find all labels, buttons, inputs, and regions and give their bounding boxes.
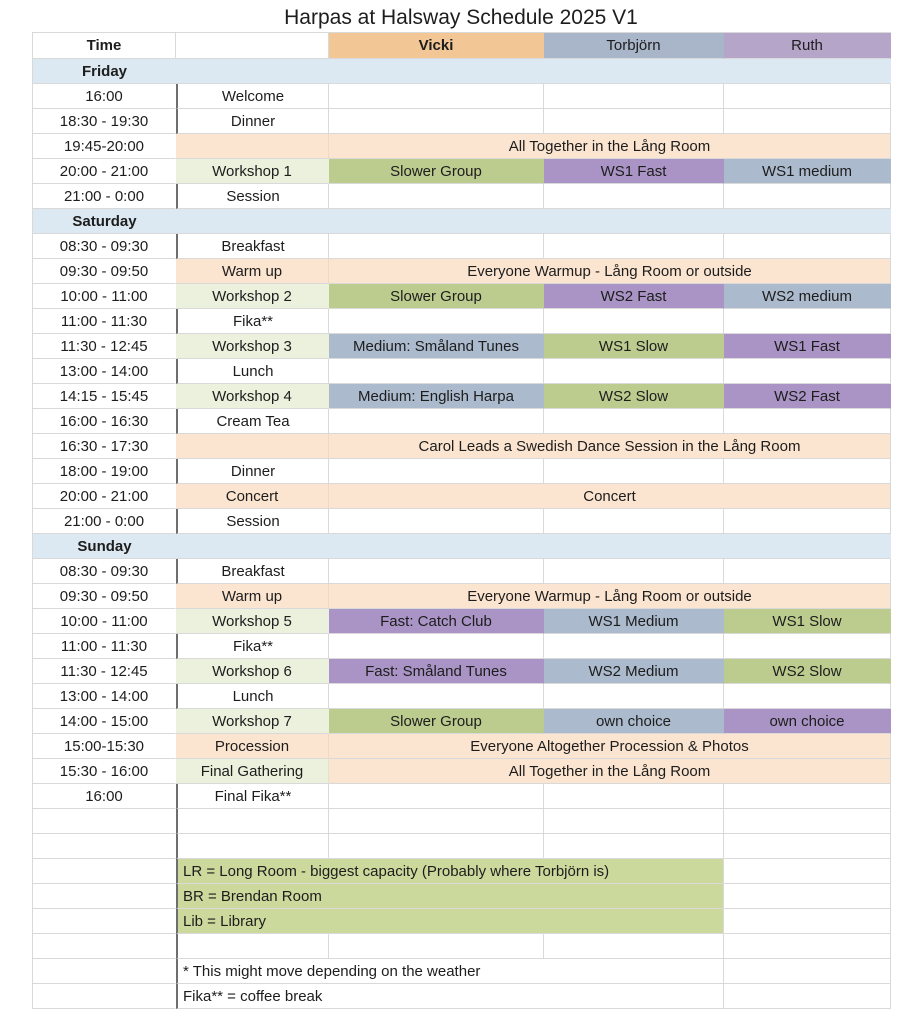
session-cell: Slower Group xyxy=(329,159,544,184)
time-cell xyxy=(33,934,176,959)
session-cell: WS2 Medium xyxy=(544,659,724,684)
torbjorn-cell xyxy=(544,784,724,809)
table-row xyxy=(33,384,891,409)
session-cell: Slower Group xyxy=(329,284,544,309)
time-cell xyxy=(33,959,176,984)
table-row xyxy=(33,484,891,509)
ruth-cell xyxy=(724,459,891,484)
activity-cell: Lunch xyxy=(176,359,329,384)
merged-event-cell: All Together in the Lång Room xyxy=(329,134,891,159)
activity-cell xyxy=(176,934,329,959)
header-row xyxy=(33,33,891,59)
schedule-table xyxy=(32,32,891,1009)
time-cell xyxy=(33,859,176,884)
table-row xyxy=(33,459,891,484)
ruth-cell xyxy=(724,509,891,534)
time-cell: 08:30 - 09:30 xyxy=(33,559,176,584)
activity-cell xyxy=(176,809,329,834)
activity-cell: Breakfast xyxy=(176,559,329,584)
session-cell: own choice xyxy=(724,709,891,734)
time-cell xyxy=(33,834,176,859)
table-row xyxy=(33,134,891,159)
ruth-cell xyxy=(724,784,891,809)
activity-cell xyxy=(176,134,329,159)
vicki-cell xyxy=(329,409,544,434)
torbjorn-cell xyxy=(544,559,724,584)
table-row xyxy=(33,84,891,109)
activity-cell: Dinner xyxy=(176,109,329,134)
torbjorn-cell xyxy=(544,234,724,259)
time-cell: 11:00 - 11:30 xyxy=(33,309,176,334)
torbjorn-cell xyxy=(544,309,724,334)
session-cell: Slower Group xyxy=(329,709,544,734)
ruth-cell xyxy=(724,409,891,434)
table-row xyxy=(33,734,891,759)
session-cell: Medium: Småland Tunes xyxy=(329,334,544,359)
time-cell: 13:00 - 14:00 xyxy=(33,684,176,709)
time-cell: 10:00 - 11:00 xyxy=(33,609,176,634)
table-row xyxy=(33,109,891,134)
activity-cell: Final Fika** xyxy=(176,784,329,809)
activity-cell: Session xyxy=(176,184,329,209)
activity-cell: Workshop 7 xyxy=(176,709,329,734)
vicki-cell xyxy=(329,684,544,709)
table-row xyxy=(33,309,891,334)
activity-cell xyxy=(176,834,329,859)
table-body xyxy=(33,59,891,1009)
table-row xyxy=(33,809,891,834)
activity-cell: Dinner xyxy=(176,459,329,484)
time-cell: 21:00 - 0:00 xyxy=(33,509,176,534)
session-cell: Medium: English Harpa xyxy=(329,384,544,409)
table-row xyxy=(33,609,891,634)
torbjorn-cell xyxy=(544,809,724,834)
torbjorn-cell xyxy=(544,934,724,959)
activity-cell: Workshop 5 xyxy=(176,609,329,634)
session-cell: WS2 Slow xyxy=(544,384,724,409)
vicki-cell xyxy=(329,459,544,484)
time-cell: 16:30 - 17:30 xyxy=(33,434,176,459)
ruth-cell xyxy=(724,559,891,584)
time-cell: 11:30 - 12:45 xyxy=(33,334,176,359)
table-row xyxy=(33,684,891,709)
ruth-cell xyxy=(724,834,891,859)
ruth-cell xyxy=(724,859,891,884)
time-cell: 19:45-20:00 xyxy=(33,134,176,159)
table-row xyxy=(33,784,891,809)
table-row xyxy=(33,709,891,734)
vicki-cell xyxy=(329,234,544,259)
time-cell: 11:30 - 12:45 xyxy=(33,659,176,684)
activity-cell: Workshop 4 xyxy=(176,384,329,409)
table-row xyxy=(33,959,891,984)
ruth-cell xyxy=(724,234,891,259)
legend-cell: BR = Brendan Room xyxy=(176,884,724,909)
ruth-cell xyxy=(724,884,891,909)
header-torbjorn: Torbjörn xyxy=(544,33,724,59)
activity-cell: Breakfast xyxy=(176,234,329,259)
torbjorn-cell xyxy=(544,684,724,709)
merged-event-cell: Everyone Altogether Procession & Photos xyxy=(329,734,891,759)
legend-cell: LR = Long Room - biggest capacity (Probably where Torbjörn is) xyxy=(176,859,724,884)
session-cell: WS2 Fast xyxy=(724,384,891,409)
table-row xyxy=(33,334,891,359)
day-band xyxy=(33,59,891,84)
time-cell xyxy=(33,984,176,1009)
ruth-cell xyxy=(724,184,891,209)
time-cell: 18:30 - 19:30 xyxy=(33,109,176,134)
activity-cell xyxy=(176,434,329,459)
activity-cell: Session xyxy=(176,509,329,534)
activity-cell: Workshop 2 xyxy=(176,284,329,309)
torbjorn-cell xyxy=(544,84,724,109)
ruth-cell xyxy=(724,959,891,984)
table-row xyxy=(33,159,891,184)
time-cell: 21:00 - 0:00 xyxy=(33,184,176,209)
torbjorn-cell xyxy=(544,834,724,859)
session-cell: own choice xyxy=(544,709,724,734)
footnote-cell: Fika** = coffee break xyxy=(176,984,724,1009)
session-cell: WS2 Slow xyxy=(724,659,891,684)
vicki-cell xyxy=(329,809,544,834)
vicki-cell xyxy=(329,559,544,584)
activity-cell: Welcome xyxy=(176,84,329,109)
activity-cell: Fika** xyxy=(176,634,329,659)
page-title: Harpas at Halsway Schedule 2025 V1 xyxy=(284,6,638,29)
session-cell: WS2 medium xyxy=(724,284,891,309)
activity-cell: Final Gathering xyxy=(176,759,329,784)
merged-event-cell: Everyone Warmup - Lång Room or outside xyxy=(329,584,891,609)
ruth-cell xyxy=(724,809,891,834)
time-cell: 14:00 - 15:00 xyxy=(33,709,176,734)
session-cell: Fast: Catch Club xyxy=(329,609,544,634)
table-row xyxy=(33,234,891,259)
time-cell: 14:15 - 15:45 xyxy=(33,384,176,409)
ruth-cell xyxy=(724,634,891,659)
activity-cell: Concert xyxy=(176,484,329,509)
ruth-cell xyxy=(724,909,891,934)
table-row xyxy=(33,984,891,1009)
ruth-cell xyxy=(724,359,891,384)
torbjorn-cell xyxy=(544,109,724,134)
footnote-cell: * This might move depending on the weather xyxy=(176,959,724,984)
time-cell: 18:00 - 19:00 xyxy=(33,459,176,484)
ruth-cell xyxy=(724,684,891,709)
torbjorn-cell xyxy=(544,359,724,384)
torbjorn-cell xyxy=(544,459,724,484)
session-cell: WS1 medium xyxy=(724,159,891,184)
torbjorn-cell xyxy=(544,509,724,534)
time-cell: 16:00 xyxy=(33,784,176,809)
vicki-cell xyxy=(329,834,544,859)
activity-cell: Fika** xyxy=(176,309,329,334)
day-label: Saturday xyxy=(72,212,137,230)
merged-event-cell: All Together in the Lång Room xyxy=(329,759,891,784)
session-cell: WS1 Slow xyxy=(544,334,724,359)
session-cell: WS1 Slow xyxy=(724,609,891,634)
table-row xyxy=(33,834,891,859)
table-row xyxy=(33,659,891,684)
vicki-cell xyxy=(329,934,544,959)
vicki-cell xyxy=(329,509,544,534)
day-label: Friday xyxy=(81,62,127,80)
vicki-cell xyxy=(329,309,544,334)
time-cell xyxy=(33,884,176,909)
vicki-cell xyxy=(329,634,544,659)
merged-event-cell: Everyone Warmup - Lång Room or outside xyxy=(329,259,891,284)
activity-cell: Workshop 3 xyxy=(176,334,329,359)
time-cell: 15:00-15:30 xyxy=(33,734,176,759)
time-cell: 10:00 - 11:00 xyxy=(33,284,176,309)
header-blank xyxy=(176,33,329,59)
table-row xyxy=(33,884,891,909)
table-row xyxy=(33,209,891,234)
header-ruth: Ruth xyxy=(724,33,891,59)
table-row xyxy=(33,184,891,209)
time-cell: 20:00 - 21:00 xyxy=(33,159,176,184)
table-row xyxy=(33,434,891,459)
activity-cell: Warm up xyxy=(176,259,329,284)
ruth-cell xyxy=(724,934,891,959)
time-cell xyxy=(33,909,176,934)
session-cell: WS1 Medium xyxy=(544,609,724,634)
table-row xyxy=(33,759,891,784)
vicki-cell xyxy=(329,184,544,209)
session-cell: WS1 Fast xyxy=(544,159,724,184)
time-cell: 16:00 xyxy=(33,84,176,109)
table-row xyxy=(33,584,891,609)
ruth-cell xyxy=(724,309,891,334)
time-cell: 16:00 - 16:30 xyxy=(33,409,176,434)
table-row xyxy=(33,284,891,309)
time-cell: 11:00 - 11:30 xyxy=(33,634,176,659)
table-row xyxy=(33,409,891,434)
time-cell: 20:00 - 21:00 xyxy=(33,484,176,509)
ruth-cell xyxy=(724,109,891,134)
table-row xyxy=(33,59,891,84)
legend-cell: Lib = Library xyxy=(176,909,724,934)
ruth-cell xyxy=(724,984,891,1009)
header-vicki: Vicki xyxy=(329,33,544,59)
session-cell: WS2 Fast xyxy=(544,284,724,309)
activity-cell: Cream Tea xyxy=(176,409,329,434)
table-row xyxy=(33,259,891,284)
time-cell xyxy=(33,809,176,834)
vicki-cell xyxy=(329,84,544,109)
merged-event-cell: Carol Leads a Swedish Dance Session in the Lång Room xyxy=(329,434,891,459)
activity-cell: Workshop 1 xyxy=(176,159,329,184)
merged-event-cell: Concert xyxy=(329,484,891,509)
vicki-cell xyxy=(329,359,544,384)
session-cell: WS1 Fast xyxy=(724,334,891,359)
day-band xyxy=(33,534,891,559)
table-row xyxy=(33,934,891,959)
table-row xyxy=(33,909,891,934)
torbjorn-cell xyxy=(544,184,724,209)
table-row xyxy=(33,509,891,534)
ruth-cell xyxy=(724,84,891,109)
activity-cell: Workshop 6 xyxy=(176,659,329,684)
time-cell: 09:30 - 09:50 xyxy=(33,259,176,284)
torbjorn-cell xyxy=(544,409,724,434)
vicki-cell xyxy=(329,784,544,809)
time-cell: 09:30 - 09:50 xyxy=(33,584,176,609)
activity-cell: Procession xyxy=(176,734,329,759)
table-row xyxy=(33,859,891,884)
table-row xyxy=(33,634,891,659)
day-label: Sunday xyxy=(77,537,132,555)
time-cell: 08:30 - 09:30 xyxy=(33,234,176,259)
table-row xyxy=(33,534,891,559)
day-band xyxy=(33,209,891,234)
session-cell: Fast: Småland Tunes xyxy=(329,659,544,684)
vicki-cell xyxy=(329,109,544,134)
time-cell: 13:00 - 14:00 xyxy=(33,359,176,384)
table-row xyxy=(33,359,891,384)
header-time: Time xyxy=(33,33,176,59)
time-cell: 15:30 - 16:00 xyxy=(33,759,176,784)
activity-cell: Warm up xyxy=(176,584,329,609)
activity-cell: Lunch xyxy=(176,684,329,709)
torbjorn-cell xyxy=(544,634,724,659)
table-row xyxy=(33,559,891,584)
